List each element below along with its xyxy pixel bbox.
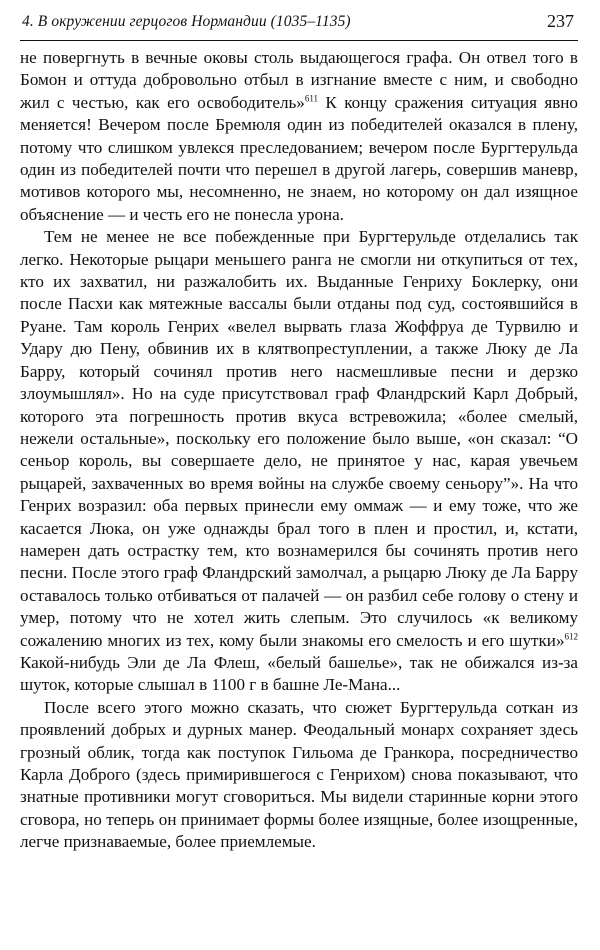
paragraph-3 — [20, 697, 578, 854]
paragraph-1-text-cont: К концу сражения ситуация явно меняется! Вечером после Бремюля один из победителей оказался в плену, потому что слишком увлекся преследованием; вечером после Бургтерульда один из победителей почти что перешел в другой лагерь, совершив маневр, мотивов которого мы, несомненно, не знаем, но которому он дал изящное объяснение — и честь его не понесла урона. — [20, 92, 578, 224]
paragraph-2-text: Тем не менее не все побежденные при Бургтерульде отделались так легко. Некоторые рыцари меньшего ранга не смогли ни откупиться от тех, кто их захватил, ни разжалобить их. Выданные Генриху Боклерку, они после Пасхи как мятежные вассалы были отданы под суд, состоявшийся в Руане. Там король Генрих «велел вырвать глаза Жоффруа де Турвилю и Удару дю Пену, обвинив их в клятвопреступлении, а также Люку де Ла Барру, который сочинял против него насмешливые песни и дерзко злоумышлял». Но на суде присутствовал граф Фландрский Карл Добрый, которого эта погрешность против вкуса встревожила; «более смелый, нежели остальные», поскольку его положение было выше, «он сказал: “О сеньор король, вы совершаете дело, не принятое у нас, карая увечьем рыцарей, захваченных во время войны на службе своему сеньору”». На что Генрих возразил: оба первых принесли ему оммаж — и ему тоже, что же касается Люка, он уже однажды брал того в плен и простил, и, кстати, намерен дать острастку тем, кто вознамерился бы сочинять против него песни. После этого граф Фландрский замолчал, а рыцарю Люку де Ла Барру оставалось только отбиваться от палачей — он разбил себе голову о стену и умер, потому что не хотел жить слепым. Это случилось «к великому сожалению многих из тех, кому были знакомы его смелость и его шутки» — [20, 227, 578, 650]
running-title: 4. В окружении герцогов Нормандии (1035–1135) — [22, 13, 351, 30]
paragraph-3-text: После всего этого можно сказать, что сюжет Бургтерульда соткан из проявлений добрых и дурных манер. Феодальный монарх сохраняет здесь грозный облик, тогда как поступок Гильома де Гранкора, посредничество Карла Доброго (здесь примирившегося с Генрихом) снова показывают, что знатные противники могут сговориться. Мы видели старинные корни этого сговора, но теперь он принимает формы более изящные, более изощренные, легче признаваемые, более приемлемые. — [20, 697, 578, 852]
paragraph-2-text-cont: Какой-нибудь Эли де Ла Флеш, «белый башелье», так не обижался из-за шуток, которые слышал в 1100 г в башне Ле-Мана... — [20, 652, 578, 695]
running-head — [20, 0, 578, 41]
page-number: 237 — [547, 11, 574, 31]
body-text — [20, 47, 578, 854]
footnote-ref-612: 612 — [564, 630, 578, 641]
footnote-ref-611: 611 — [304, 93, 319, 104]
paragraph-1-text: не повергнуть в вечные оковы столь выдающегося графа. Он отвел того в Бомон и оттуда добровольно отбыл в изгнание вместе с ним, и свободно жил с честью, как его освободитель» — [20, 48, 578, 112]
paragraph-1 — [20, 47, 578, 226]
paragraph-2 — [20, 226, 578, 697]
